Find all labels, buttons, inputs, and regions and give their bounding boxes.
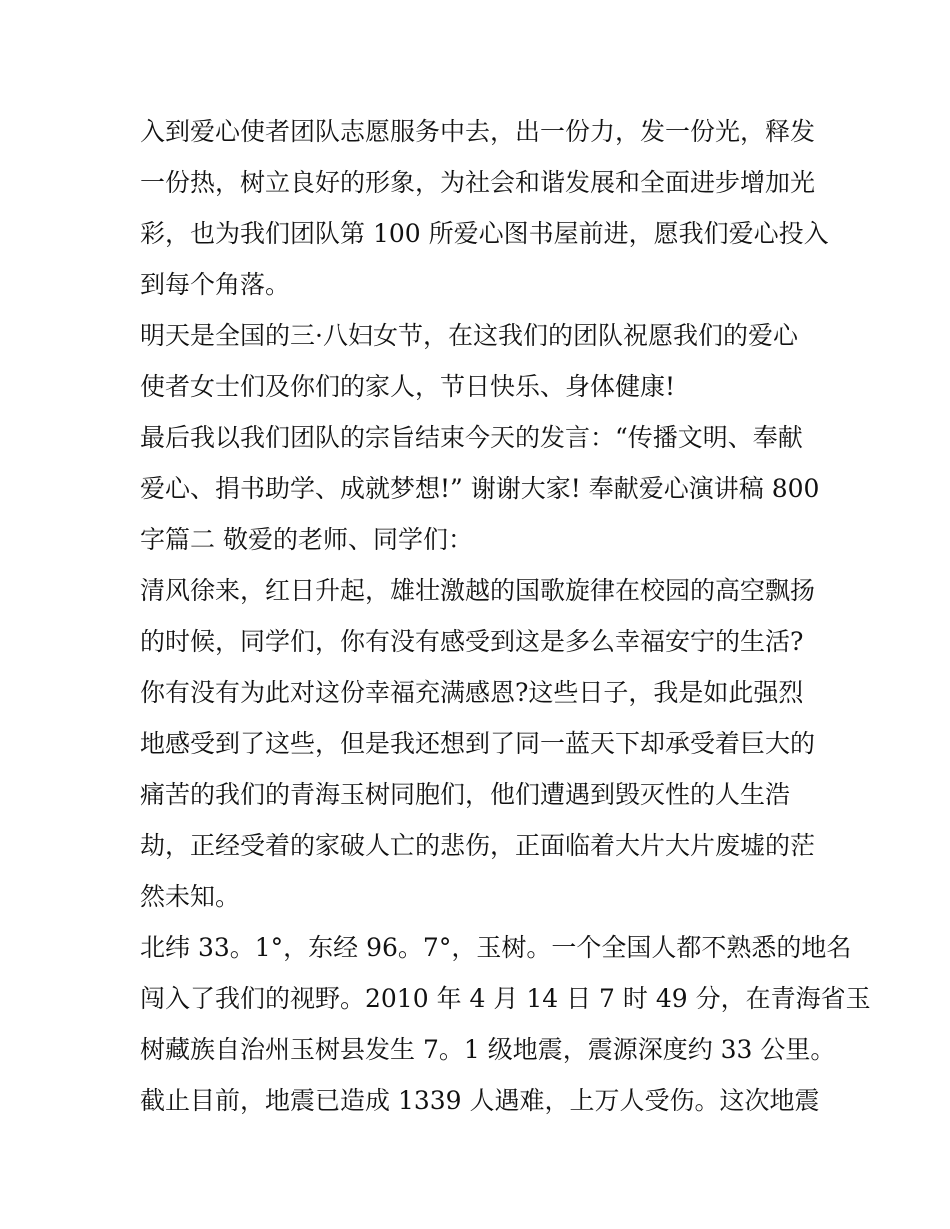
text-line: 爱心、捐书助学、成就梦想!” 谢谢大家! 奉献爱心演讲稿 800 bbox=[140, 474, 820, 503]
text-line: 痛苦的我们的青海玉树同胞们，他们遭遇到毁灭性的人生浩 bbox=[140, 780, 791, 809]
text-line: 到每个角落。 bbox=[140, 270, 291, 299]
text-line: 北纬 33。1°，东经 96。7°，玉树。一个全国人都不熟悉的地名 bbox=[140, 933, 852, 962]
text-line: 清风徐来，红日升起，雄壮激越的国歌旋律在校园的高空飘扬 bbox=[140, 576, 816, 605]
text-line: 闯入了我们的视野。2010 年 4 月 14 日 7 时 49 分，在青海省玉 bbox=[140, 984, 871, 1013]
text-line: 入到爱心使者团队志愿服务中去，出一份力，发一份光，释发 bbox=[140, 117, 816, 146]
text-line: 截止目前，地震已造成 1339 人遇难，上万人受伤。这次地震 bbox=[140, 1086, 820, 1115]
text-line: 然未知。 bbox=[140, 882, 241, 911]
text-line: 劫，正经受着的家破人亡的悲伤，正面临着大片大片废墟的茫 bbox=[140, 831, 816, 860]
text-line: 你有没有为此对这份幸福充满感恩?这些日子，我是如此强烈 bbox=[140, 678, 804, 707]
document-body bbox=[140, 106, 871, 1126]
text-line: 一份热，树立良好的形象，为社会和谐发展和全面进步增加光 bbox=[140, 168, 816, 197]
text-line: 的时候，同学们，你有没有感受到这是多么幸福安宁的生活? bbox=[140, 627, 804, 656]
text-line: 彩，也为我们团队第 100 所爱心图书屋前进，愿我们爱心投入 bbox=[140, 219, 829, 248]
text-line: 字篇二 敬爱的老师、同学们： bbox=[140, 525, 473, 554]
text-line: 明天是全国的三·八妇女节，在这我们的团队祝愿我们的爱心 bbox=[140, 321, 798, 350]
text-line: 地感受到了这些，但是我还想到了同一蓝天下却承受着巨大的 bbox=[140, 729, 816, 758]
text-line: 使者女士们及你们的家人，节日快乐、身体健康! bbox=[140, 372, 676, 401]
text-line: 树藏族自治州玉树县发生 7。1 级地震，震源深度约 33 公里。 bbox=[140, 1035, 836, 1064]
text-line: 最后我以我们团队的宗旨结束今天的发言：“传播文明、奉献 bbox=[140, 423, 803, 452]
